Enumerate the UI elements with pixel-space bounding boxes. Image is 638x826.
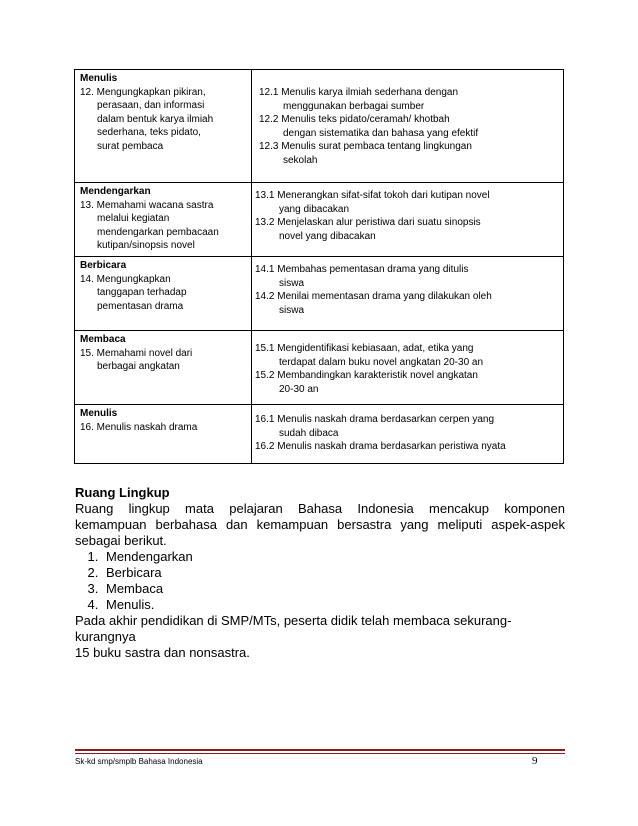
sk-line: perasaan, dan informasi (97, 100, 205, 111)
kd-line: siswa (279, 277, 305, 289)
kd-line: sudah dibaca (279, 427, 339, 439)
sk-line: mendengarkan pembacaan (97, 226, 219, 238)
sk-line: 15. Memahami novel dari (80, 347, 193, 359)
sk-line: kutipan/sinopsis novel (97, 240, 195, 251)
list-item: 4. Menulis. (102, 597, 565, 613)
sk-line: melalui kegiatan (97, 213, 170, 224)
sk-cell (75, 183, 252, 257)
kd-line: 13.2 Menjelaskan alur peristiwa dari suatu sinopsis (255, 217, 481, 228)
table-row (75, 70, 564, 183)
kd-line: novel yang dibacakan (279, 230, 376, 242)
footer-document-title: Sk-kd smp/smplb Bahasa Indonesia (75, 757, 203, 766)
sk-heading: Mendengarkan (80, 186, 151, 197)
paragraph-line: sebagai berikut. (75, 533, 167, 548)
sk-line: 12. Mengungkapkan pikiran, (80, 86, 206, 98)
footer-rule (75, 749, 565, 751)
sk-cell (75, 405, 252, 464)
sk-cell (75, 257, 252, 331)
kd-line: sekolah (283, 154, 318, 166)
kd-cell (252, 183, 564, 257)
table-row (75, 405, 564, 464)
kd-cell (252, 405, 564, 464)
sk-line: 13. Memahami wacana sastra (80, 199, 214, 211)
ruang-lingkup-section (75, 485, 565, 661)
sk-line: sederhana, teks pidato, (97, 127, 201, 138)
sk-heading: Berbicara (80, 260, 127, 271)
sk-line: tanggapan terhadap (97, 287, 187, 298)
kd-line: 12.2 Menulis teks pidato/ceramah/ khotbah (259, 114, 450, 125)
kd-line: 12.1 Menulis karya ilmiah sederhana dengan (259, 87, 459, 98)
paragraph-line: kemampuan berbahasa dan kemampuan bersastra yang meliputi aspek-aspek (75, 517, 565, 532)
sk-line: 14. Mengungkapkan (80, 273, 171, 285)
sk-kd-table (74, 69, 564, 464)
kd-line: 14.1 Membahas pementasan drama yang ditulis (255, 264, 469, 275)
kd-line: 15.2 Membandingkan karakteristik novel angkatan (255, 370, 478, 381)
sk-heading: Membaca (80, 334, 126, 345)
kd-line: menggunakan berbagai sumber (283, 100, 425, 112)
paragraph-line: 15 buku sastra dan nonsastra. (75, 645, 250, 660)
sk-line: dalam bentuk karya ilmiah (97, 113, 214, 125)
footer-rule-thin (75, 753, 565, 754)
kd-cell (252, 331, 564, 405)
kd-line: 20-30 an (279, 383, 319, 395)
kd-cell (252, 70, 564, 183)
sk-line: pementasan drama (97, 300, 184, 312)
sk-cell (75, 70, 252, 183)
sk-line: 16. Menulis naskah drama (80, 421, 198, 433)
sk-line: surat pembaca (97, 140, 164, 152)
list-item: 1. Mendengarkan (102, 549, 565, 565)
kd-cell (252, 257, 564, 331)
paragraph-line: Pada akhir pendidikan di SMP/MTs, peserta didik telah membaca sekurang-kurangnya (75, 613, 512, 644)
sk-line: berbagai angkatan (97, 361, 180, 372)
sk-cell (75, 331, 252, 405)
kd-line: 16.1 Menulis naskah drama berdasarkan cerpen yang (255, 414, 495, 425)
kd-line: 15.1 Mengidentifikasi kebiasaan, adat, etika yang (255, 343, 474, 354)
kd-line: yang dibacakan (279, 203, 350, 215)
section-title: Ruang Lingkup (75, 485, 170, 500)
list-item: 3. Membaca (102, 581, 565, 597)
kd-line: terdapat dalam buku novel angkatan 20-30 an (279, 356, 484, 368)
sk-heading: Menulis (80, 73, 118, 84)
kd-line: siswa (279, 304, 305, 316)
aspect-list (75, 549, 565, 613)
kd-line: 14.2 Menilai mementasan drama yang dilakukan oleh (255, 291, 492, 302)
kd-line: dengan sistematika dan bahasa yang efektif (283, 127, 479, 139)
kd-line: 13.1 Menerangkan sifat-sifat tokoh dari kutipan novel (255, 190, 490, 201)
sk-heading: Menulis (80, 408, 118, 419)
list-item: 2. Berbicara (102, 565, 565, 581)
paragraph-line: Ruang lingkup mata pelajaran Bahasa Indonesia mencakup komponen (75, 501, 565, 516)
table-row (75, 331, 564, 405)
table-row (75, 257, 564, 331)
kd-line: 12.3 Menulis surat pembaca tentang lingkungan (259, 141, 472, 152)
kd-line: 16.2 Menulis naskah drama berdasarkan peristiwa nyata (255, 441, 506, 452)
page-number: 9 (532, 755, 538, 767)
table-row (75, 183, 564, 257)
